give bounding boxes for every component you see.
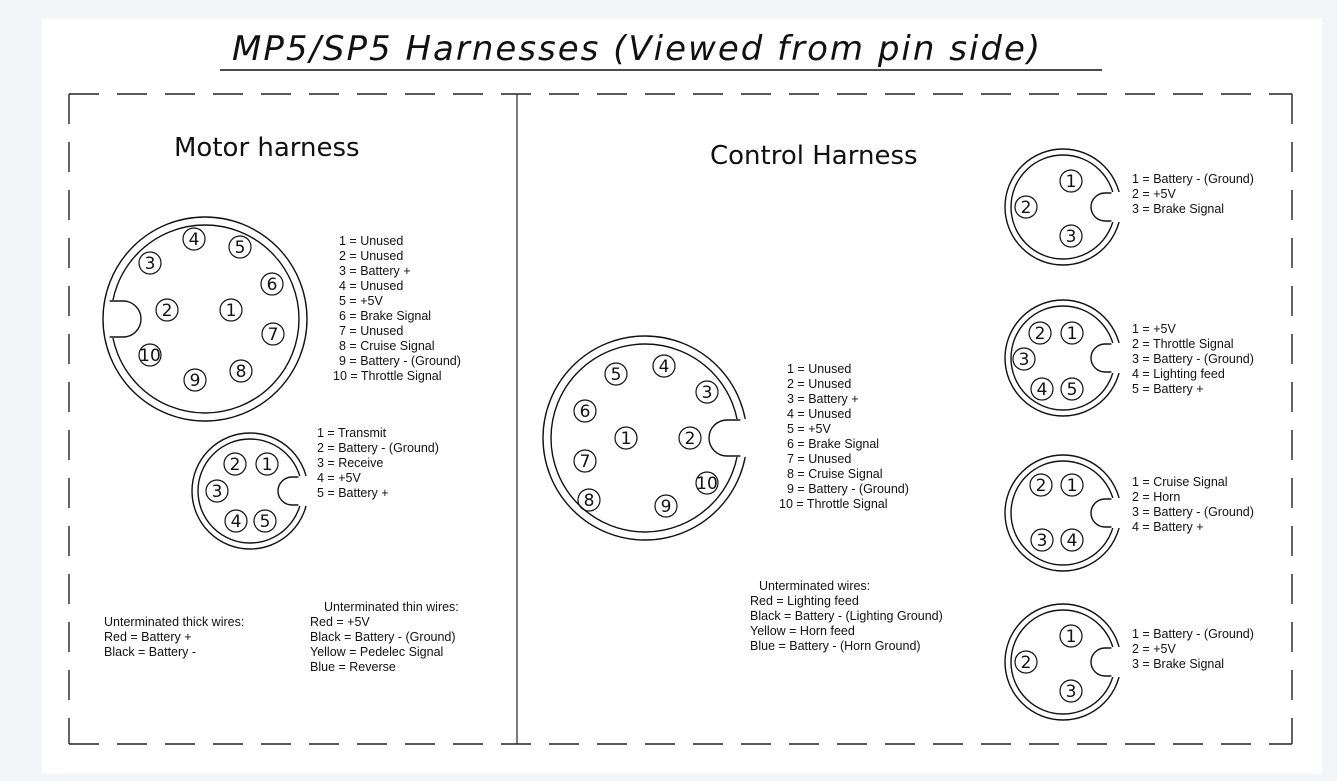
- motor-connector-10pin: [103, 217, 307, 421]
- pin-number: 3: [701, 383, 713, 403]
- legend-line: 7 = Unused: [787, 452, 852, 466]
- legend-line: 3 = Receive: [317, 456, 384, 470]
- pin-number: 4: [188, 230, 200, 250]
- wire-line: Red = Battery +: [104, 630, 192, 644]
- control-3pin-top-legend: [1132, 172, 1254, 216]
- motor-5pin-legend: [317, 426, 439, 500]
- diagram-title: MP5/SP5 Harnesses (Viewed from pin side): [232, 29, 1043, 69]
- legend-line: 4 = Battery +: [1132, 520, 1204, 534]
- pin-number: 3: [1036, 531, 1048, 551]
- legend-line: 2 = Unused: [339, 249, 404, 263]
- pin-number: 5: [610, 365, 622, 385]
- legend-line: 3 = Battery +: [787, 392, 859, 406]
- control-5pin-legend: [1132, 322, 1254, 396]
- legend-line: 4 = Unused: [339, 279, 404, 293]
- pin-number: 4: [1036, 380, 1048, 400]
- legend-line: 8 = Cruise Signal: [339, 339, 435, 353]
- legend-line: 3 = Brake Signal: [1132, 657, 1225, 671]
- control-4pin-legend: [1132, 475, 1254, 534]
- wire-line: Red = +5V: [310, 615, 370, 629]
- legend-line: 3 = Battery +: [339, 264, 411, 278]
- legend-line: 6 = Brake Signal: [339, 309, 432, 323]
- pin-number: 4: [1066, 531, 1078, 551]
- legend-line: 1 = Battery - (Ground): [1132, 627, 1254, 641]
- control-wires-note: [750, 579, 943, 653]
- legend-line: 2 = +5V: [1132, 187, 1176, 201]
- pin-number: 4: [658, 357, 670, 377]
- wire-line: Black = Battery - (Lighting Ground): [750, 609, 943, 623]
- legend-line: 9 = Battery - (Ground): [339, 354, 461, 368]
- pin-number: 1: [1066, 476, 1078, 496]
- motor-harness-heading: Motor harness: [174, 133, 360, 163]
- legend-line: 4 = Unused: [787, 407, 852, 421]
- legend-line: 5 = +5V: [339, 294, 383, 308]
- legend-line: 4 = Lighting feed: [1132, 367, 1225, 381]
- pin-number: 1: [620, 429, 632, 449]
- legend-line: 1 = Cruise Signal: [1132, 475, 1228, 489]
- legend-line: 5 = +5V: [787, 422, 831, 436]
- pin-number: 2: [1035, 476, 1047, 496]
- legend-line: 2 = Unused: [787, 377, 852, 391]
- legend-line: 10 = Throttle Signal: [333, 369, 442, 383]
- legend-line: 1 = Unused: [339, 234, 404, 248]
- legend-line: 1 = Battery - (Ground): [1132, 172, 1254, 186]
- motor-connector-5pin: [192, 433, 314, 549]
- pin-number: 2: [1020, 198, 1032, 218]
- legend-line: 6 = Brake Signal: [787, 437, 880, 451]
- legend-line: 3 = Brake Signal: [1132, 202, 1225, 216]
- diagram-sheet: [42, 18, 1322, 774]
- pin-number: 8: [583, 491, 595, 511]
- pin-number: 1: [225, 301, 237, 321]
- legend-line: 7 = Unused: [339, 324, 404, 338]
- legend-line: 2 = +5V: [1132, 642, 1176, 656]
- pin-number: 9: [660, 497, 672, 517]
- wire-line: Blue = Battery - (Horn Ground): [750, 639, 921, 653]
- legend-line: 3 = Battery - (Ground): [1132, 505, 1254, 519]
- pin-number: 2: [684, 429, 696, 449]
- pin-number: 5: [234, 238, 246, 258]
- pin-number: 4: [230, 512, 242, 532]
- legend-line: 2 = Battery - (Ground): [317, 441, 439, 455]
- legend-line: 5 = Battery +: [1132, 382, 1204, 396]
- pin-number: 6: [579, 402, 591, 422]
- legend-line: 4 = +5V: [317, 471, 361, 485]
- legend-line: 8 = Cruise Signal: [787, 467, 883, 481]
- harness-diagram: [42, 18, 1322, 774]
- wire-line: Red = Lighting feed: [750, 594, 859, 608]
- wire-line: Yellow = Pedelec Signal: [310, 645, 444, 659]
- legend-line: 1 = Transmit: [317, 426, 387, 440]
- pin-number: 10: [139, 346, 161, 366]
- pin-number: 3: [1065, 682, 1077, 702]
- thick-wires-note: [104, 615, 244, 659]
- pin-number: 8: [235, 362, 247, 382]
- thin-wires-note: [310, 600, 459, 674]
- pin-number: 2: [161, 301, 173, 321]
- control-3pin-bottom-legend: [1132, 627, 1254, 671]
- control-connector-3pin-top: [1005, 149, 1127, 265]
- pin-number: 2: [1034, 324, 1046, 344]
- pin-number: 1: [1065, 172, 1077, 192]
- pin-number: 3: [211, 482, 223, 502]
- legend-line: 2 = Horn: [1132, 490, 1181, 504]
- pin-number: 9: [189, 371, 201, 391]
- pin-number: 10: [696, 474, 718, 494]
- legend-line: 9 = Battery - (Ground): [787, 482, 909, 496]
- pin-number: 7: [267, 325, 279, 345]
- wire-line: Yellow = Horn feed: [750, 624, 855, 638]
- control-connector-5pin: [1005, 300, 1127, 416]
- control-harness-heading: Control Harness: [710, 141, 918, 171]
- thick-wires-heading: Unterminated thick wires:: [104, 615, 245, 629]
- wire-line: Blue = Reverse: [310, 660, 396, 674]
- control-connector-4pin: [1005, 455, 1127, 571]
- wire-line: Black = Battery -: [104, 645, 197, 659]
- legend-line: 1 = +5V: [1132, 322, 1176, 336]
- pin-number: 1: [1066, 324, 1078, 344]
- legend-line: 5 = Battery +: [317, 486, 389, 500]
- dashed-border: [69, 94, 1292, 744]
- pin-number: 6: [266, 275, 278, 295]
- pin-number: 3: [1065, 227, 1077, 247]
- pin-number: 3: [144, 254, 156, 274]
- pin-number: 7: [579, 452, 591, 472]
- control-10pin-legend: [779, 362, 909, 511]
- legend-line: 1 = Unused: [787, 362, 852, 376]
- pin-number: 2: [1020, 653, 1032, 673]
- control-wires-heading: Unterminated wires:: [759, 579, 871, 593]
- legend-line: 2 = Throttle Signal: [1132, 337, 1234, 351]
- pin-number: 1: [261, 455, 273, 475]
- legend-line: 10 = Throttle Signal: [779, 497, 888, 511]
- pin-number: 3: [1018, 350, 1030, 370]
- pin-number: 1: [1065, 627, 1077, 647]
- pin-number: 2: [229, 455, 241, 475]
- pin-number: 5: [259, 512, 271, 532]
- legend-line: 3 = Battery - (Ground): [1132, 352, 1254, 366]
- pin-number: 5: [1066, 380, 1078, 400]
- wire-line: Black = Battery - (Ground): [310, 630, 456, 644]
- control-connector-10pin: [543, 336, 750, 540]
- thin-wires-heading: Unterminated thin wires:: [324, 600, 459, 614]
- motor-10pin-legend: [333, 234, 461, 383]
- control-connector-3pin-bottom: [1005, 604, 1127, 720]
